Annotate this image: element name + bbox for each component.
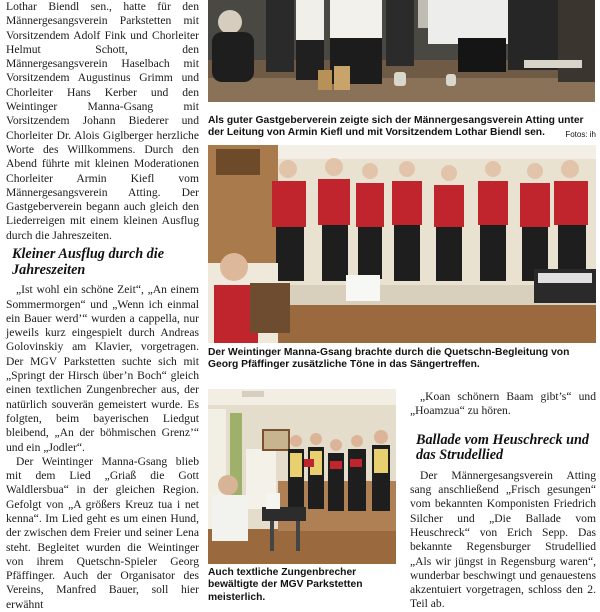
paragraph: Der Weintinger Manna-Gsang blieb mit dem Lied „Griaß die Gott Waldlersbua“ in der gleichen Region. Gefolgt von „A größers Kreuz tua i net kenna“. Im Lied geht es um einen Hund, der zwischen dem Freier und seiner Lena steht. Begleitet wurden die Weintinger von ihrem Quetschn-Spieler Georg Pfäffinger. Auch der Organisator des Vereins, Manfred Bauer, soll hier erwähnt (6, 454, 199, 611)
photo-credit: Fotos: ih (565, 130, 596, 140)
paragraph: „Ist wohl ein schöne Zeit“, „An einem Sommermorgen“ und „Wenn ich einmal ein Bauer werd’“ wurden a cappella, nur jeweils kurz eingespielt durch Andreas Golovinskiy am Klavier, vorgetragen. Der MGV Parkstetten suchte sich mit „Springt der Hirsch über’n Boch“ gleich einen textlichen Zungenbrecher aus, der natürlich souverän gemeistert wurde. Es folgten, beim bayerischen Liedgut bleibend, „An der böhmischen Grenz’“ und ein „Jodler“. (6, 283, 199, 454)
intro-text (6, 0, 199, 243)
right-column (410, 390, 596, 612)
caption-text: Auch textliche Zungenbrecher bewältigte der MGV Parkstetten meisterlich. (208, 567, 363, 603)
body-text-right (410, 469, 596, 612)
caption-bottom (208, 567, 400, 604)
photo-mgv-parkstetten (208, 389, 396, 564)
caption-top (208, 115, 596, 142)
choir-performance-icon (208, 0, 595, 102)
subheading-jahreszeiten: Kleiner Ausflug durch die Jahreszeiten (12, 246, 165, 278)
caption-text: Als guter Gastgeberverein zeigte sich der Männergesangsverein Atting unter der Leitung von Armin Kiefl und mit Vorsitzendem Lothar Biendl sen. (208, 115, 584, 139)
paragraph: „Koan schönern Baam gibt’s“ und „Hoamzua“ zu hören. (410, 390, 596, 418)
choir-with-keyboard-icon (208, 389, 396, 564)
caption-text: Der Weintinger Manna-Gsang brachte durch die Quetschn-Begleitung von Georg Pfäffinger zusätzliche Töne in das Sängertreffen. (208, 347, 570, 371)
intro-paragraph: Lothar Biendl sen., hatte für den Männergesangsverein Parkstetten mit Vorsitzendem Adolf Fink und Chorleiter Helmut Schott, den Männergesangsverein Haselbach mit Vorsitzendem Augustinus Grimm und Chorleiter Hans Kerber und den Weintinger Manna-Gsang mit Vorsitzendem Johann Biederer und Chorleiter Dr. Alois Giglberger herzliche Worte des Willkommens. Durch den Abend führte mit kleinen Moderationen Chorleiter Armin Kiefl vom Männergesangsverein Atting. Der Gastgeberverein begann auch gleich den Liederreigen mit einem kleinen Ausflug durch die Jahreszeiten. (6, 0, 199, 242)
choir-with-accordion-icon (208, 145, 596, 343)
subheading-ballade: Ballade vom Heuschreck und das Strudellied (416, 431, 590, 464)
body-text-left (6, 283, 199, 612)
photo-atting-choir (208, 0, 595, 102)
caption-middle (208, 347, 596, 372)
photo-weintinger-manna-gsang (208, 145, 596, 343)
body-text-right-intro (410, 390, 596, 419)
paragraph: Der Männergesangsverein Atting sang anschließend „Frisch gesungen“ vom bekannten Komponisten Friedrich Silcher und „Die Ballade vom Heuschreck“ von Erich Sepp. Das bekannte Regensburger Strudellied „Als wir jüngst in Regensburg waren“, wunderbar beschwingt und genauestens akzentuiert vorgetragen, schloss den 2. Teil ab. (410, 468, 596, 611)
left-column (6, 0, 199, 612)
